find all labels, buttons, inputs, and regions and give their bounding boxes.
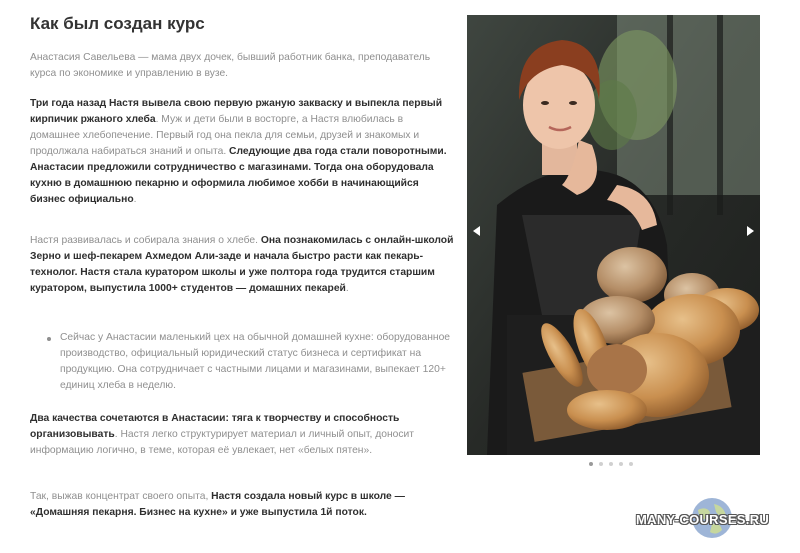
slider-next-arrow-icon[interactable]	[747, 226, 754, 236]
course-paragraph: Так, выжав концентрат своего опыта, Настя создала новый курс в школе — «Домашняя пекарня. Бизнес на кухне» и уже выпустила 1й поток.	[30, 491, 405, 518]
qualities-paragraph: Два качества сочетаются в Анастасии: тяга к творчеству и способность организовывать. Настя легко структурирует материал и личный опыт, доносит информацию логично, в теме, которая её увлекает, нет «белых пятен».	[30, 413, 414, 456]
slider-dot-3[interactable]	[609, 462, 613, 466]
intro-paragraph: Анастасия Савельева — мама двух дочек, бывший работник банка, преподаватель курса по экономике и управлению в вузе.	[30, 52, 431, 79]
slider-dot-4[interactable]	[619, 462, 623, 466]
page-title: Как был создан курс	[30, 14, 205, 33]
slider-dot-2[interactable]	[599, 462, 603, 466]
slider-prev-arrow-icon[interactable]	[473, 226, 480, 236]
slider-dot-1[interactable]	[589, 462, 593, 466]
business-bullet: Сейчас у Анастасии маленький цех на обычной домашней кухне: оборудованное производство, официальный юридический статус бизнеса и сертификат на продукцию. Она сотрудничает с частными лицами и магазинами, выпекает 120+ единиц хлеба в неделю.	[30, 330, 455, 394]
bullet-icon	[47, 337, 51, 341]
watermark-text: MANY-COURSES.RU	[636, 512, 770, 527]
school-paragraph: Настя развивалась и собирала знания о хлебе. Она познакомилась с онлайн-школой Зерно и шеф-пекарем Ахмедом Али-заде и начала быстро расти как пекарь-технолог. Настя стала куратором школы и уже полтора года трудится старшим куратором, выпустила 1000+ студентов — домашних пекарей.	[30, 235, 454, 294]
baker-photo-illustration	[467, 15, 760, 455]
history-paragraph: Три года назад Настя вывела свою первую ржаную закваску и выпекла первый кирпичик ржаного хлеба. Муж и дети были в восторге, а Настя влюбилась в домашнее хлебопечение. Первый год она пекла для семьи, друзей и знакомых и продолжала набираться знаний и опыта. Следующие два года стали поворотными. Анастасии предложили сотрудничество с магазинами. Тогда она оборудовала кухню в домашнюю пекарню и оформила любимое хобби в начинающийся бизнес официально.	[30, 98, 447, 205]
slider-pagination	[589, 462, 633, 466]
slider-dot-5[interactable]	[629, 462, 633, 466]
author-photo	[467, 15, 760, 455]
